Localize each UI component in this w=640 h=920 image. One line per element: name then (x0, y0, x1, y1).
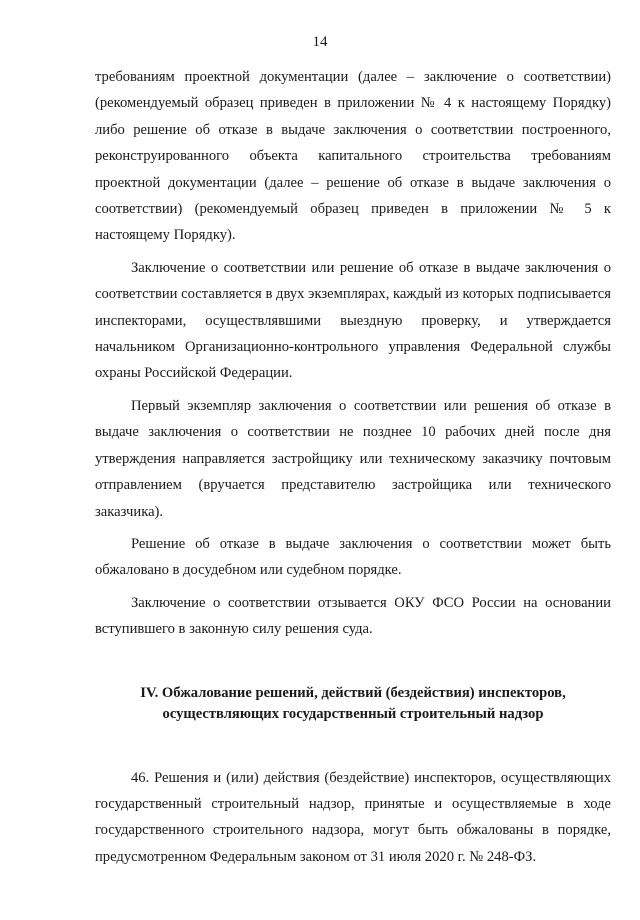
paragraph-46: 46. Решения и (или) действия (бездействие) инспекторов, осуществляющих государственный строительный надзор, принятые и осуществляемые в ходе государственного строительного надзора, могут быть обжалованы в порядке, предусмотренном Федеральным законом от 31 июля 2020 г. № 248-ФЗ. (95, 769, 611, 865)
section-heading: IV. Обжалование решений, действий (бездействия) инспекторов, осуществляющих государственный строительный надзор (140, 684, 566, 722)
paragraph-issuance: Заключение о соответствии или решение об отказе в выдаче заключения о соответствии составляется в двух экземплярах, каждый из которых подписывается инспекторами, осуществлявшими выездную проверку, и утверждается начальником Организационно-контрольного управления Федеральной службы охраны Российской Федерации. (95, 259, 611, 382)
document-body (95, 64, 611, 870)
paragraph-continuation: требованиям проектной документации (далее – заключение о соответствии) (рекомендуемый образец приведен в приложении № 4 к настоящему Порядку) либо решение об отказе в выдаче заключения о соответствии построенного, реконструированного объекта капитального строительства требованиям проектной документации (далее – решение об отказе в выдаче заключения о соответствии) (рекомендуемый образец приведен в приложении № 5 к настоящему Порядку). (95, 69, 611, 244)
paragraph-appeal: Решение об отказе в выдаче заключения о соответствии может быть обжаловано в досудебном или судебном порядке. (95, 535, 611, 579)
paragraph-delivery: Первый экземпляр заключения о соответствии или решения об отказе в выдаче заключения о соответствии не позднее 10 рабочих дней после дня утверждения направляется застройщику или техническому заказчику почтовым отправлением (вручается представителю застройщика или технического заказчика). (95, 397, 611, 520)
paragraph-revocation: Заключение о соответствии отзывается ОКУ ФСО России на основании вступившего в законную силу решения суда. (95, 594, 611, 638)
page-number: 14 (312, 34, 328, 50)
